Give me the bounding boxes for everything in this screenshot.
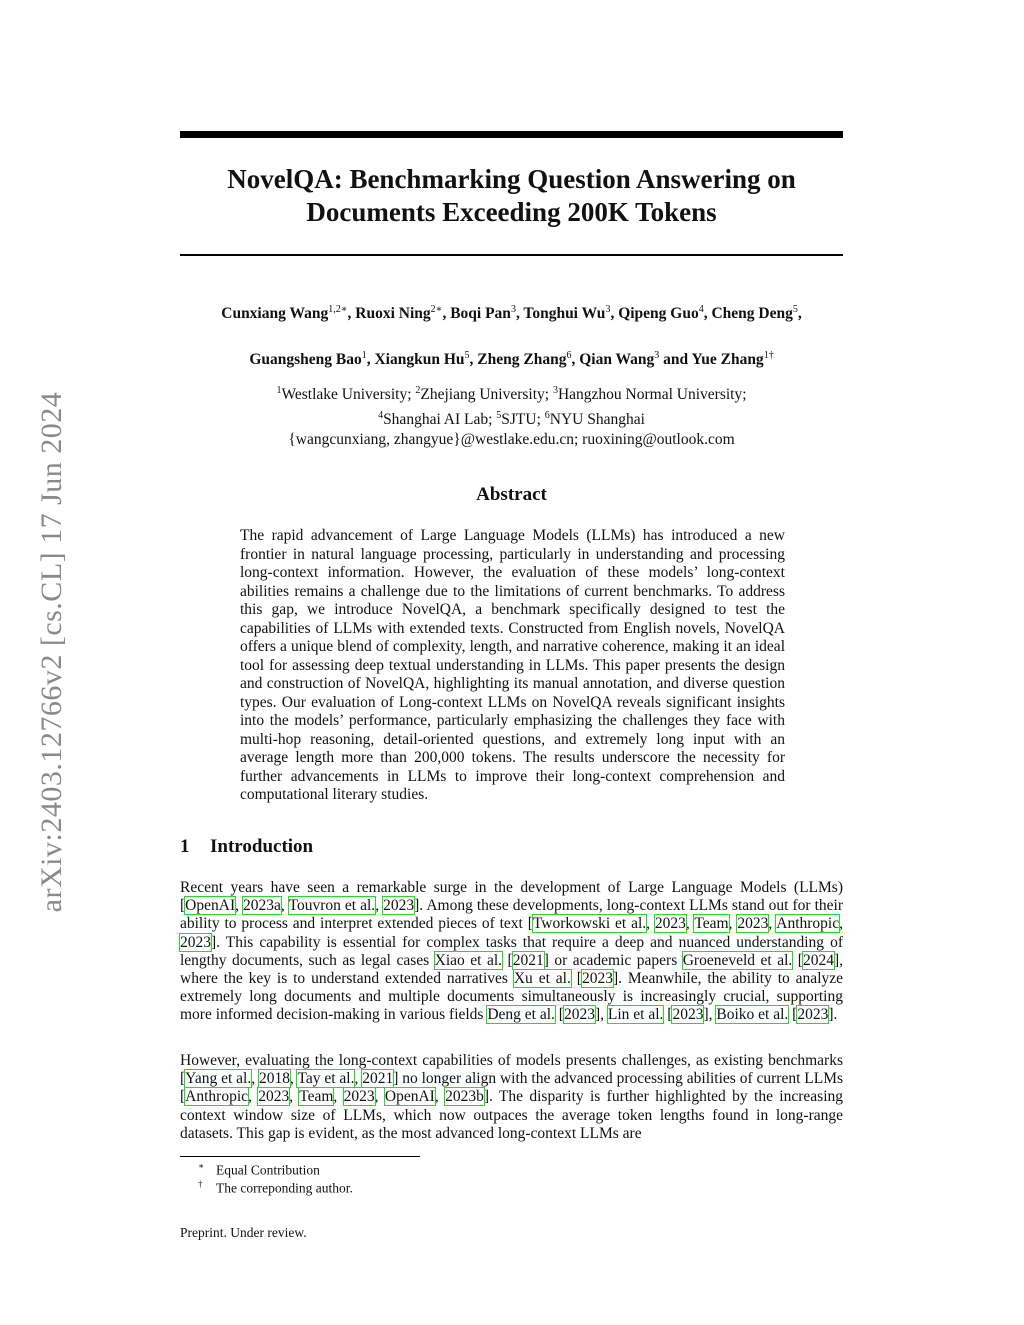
author-affil-mark: 1 [361, 350, 367, 361]
citation-link[interactable]: 2023 [654, 915, 686, 933]
paragraph-text: [ [554, 1006, 564, 1024]
citation-link[interactable]: Xu et al. [513, 970, 571, 988]
author: , Tonghui Wu [515, 305, 606, 323]
title-line-1: NovelQA: Benchmarking Question Answering on [227, 164, 796, 194]
footnote-mark: † [198, 1179, 203, 1189]
paragraph-text: ]. The disparity is further highlighted by the increasing context window size of LLMs, which now outpaces the average token lengths found in long-range datasets. This gap is evident, as the most advanced long-context LLMs are [180, 1088, 844, 1142]
author-affil-mark: 3 [605, 304, 611, 315]
citation-link[interactable]: Anthropic [776, 915, 840, 933]
author-affil-mark: 3 [510, 304, 516, 315]
authors-line-2 [180, 346, 843, 370]
citation-link[interactable]: Anthropic [185, 1088, 249, 1106]
author: , Zheng Zhang [469, 351, 567, 369]
citation-link[interactable]: 2023 [737, 915, 769, 933]
paragraph-text: , [728, 915, 738, 933]
citation-link[interactable]: Xiao et al. [434, 951, 503, 969]
paragraph-text: , [768, 915, 777, 933]
author-affil-mark: 5 [792, 304, 798, 315]
citation-link[interactable]: OpenAI [185, 897, 236, 915]
author-affil-mark: 3 [654, 350, 660, 361]
citation-link[interactable]: Lin et al. [607, 1006, 664, 1024]
paragraph-text: [ [502, 951, 513, 969]
paragraph-text: , [839, 915, 843, 933]
section-number: 1 [180, 836, 190, 857]
citation-link[interactable]: 2021 [362, 1070, 394, 1088]
citation-link[interactable]: 2023 [343, 1088, 375, 1106]
paragraph-text: However, evaluating the long-context capabilities of models presents challenges, as existing benchmarks [ [180, 1052, 843, 1088]
citation-link[interactable]: 2023 [672, 1006, 704, 1024]
paragraph-text: , [434, 1088, 446, 1106]
citation-link[interactable]: 2024 [802, 951, 834, 969]
citation-link[interactable]: Yang et al. [185, 1070, 252, 1088]
paragraph-text: ], where the key is to understand extended narratives [180, 951, 843, 988]
abstract-heading: Abstract [476, 484, 547, 505]
author-affil-mark: 2∗ [430, 304, 443, 315]
paragraph-text: , [333, 1088, 344, 1106]
paragraph-text: , [248, 1088, 259, 1106]
citation-link[interactable]: 2023 [581, 970, 613, 988]
author: , Qipeng Guo [610, 305, 699, 323]
paragraph-text: [ [792, 951, 803, 969]
paragraph-text: Recent years have seen a remarkable surge in the development of Large Language Models (LLMs) [ [180, 879, 843, 915]
section-title: Introduction [210, 836, 314, 857]
citation-link[interactable]: Boiko et al. [716, 1006, 789, 1024]
author-affil-mark: 6 [566, 350, 572, 361]
author-affil-mark: 1,2∗ [328, 304, 348, 315]
paragraph-text: , [280, 897, 289, 915]
title-top-rule [180, 131, 843, 138]
author: Guangsheng Bao [249, 351, 362, 369]
affiliations [180, 381, 843, 451]
title-line-2: Documents Exceeding 200K Tokens [306, 197, 717, 227]
footnote-mark: ∗ [198, 1161, 205, 1171]
citation-link[interactable]: Tay et al. [297, 1070, 355, 1088]
paragraph-text: ] no longer align with the advanced processing abilities of current LLMs [ [180, 1070, 844, 1106]
author: , Ruoxi Ning [347, 305, 431, 323]
footnote-text: The correponding author. [216, 1180, 353, 1196]
abstract-body: The rapid advancement of Large Language Models (LLMs) has introduced a new frontier in natural language processing, particularly in understanding and processing long-context information. However, the evaluation of these models’ long-context abilities remains a challenge due to the limitations of current benchmarks. To address this gap, we introduce NovelQA, a benchmark specifically designed to test the capabilities of LLMs with extended texts. Constructed from English novels, NovelQA offers a unique blend of complexity, length, and narrative coherence, making it an ideal tool for assessing deep textual understanding in LLMs. This paper presents the design and construction of NovelQA, highlighting its manual annotation, and diverse question types. Our evaluation of Long-context LLMs on NovelQA reveals significant insights into the models’ performance, particularly emphasizing the challenges they face with multi-hop reasoning, detail-oriented questions, and extremely long input with an average length more than 200,000 tokens. The results underscore the necessity for further advancements in LLMs to improve their long-context comprehension and computational literary studies. [240, 527, 785, 803]
paragraph-text: [ [570, 970, 582, 988]
paragraph-text: ]. [828, 1006, 838, 1024]
paragraph-text: , [354, 1070, 363, 1088]
citation-link[interactable]: Deng et al. [487, 1006, 555, 1024]
author-affil-mark: 4 [698, 304, 704, 315]
intro-paragraph-2 [180, 1052, 843, 1143]
paragraph-text: ] or academic papers [543, 951, 683, 969]
paragraph-text: [ [788, 1006, 798, 1024]
footnote-rule [180, 1156, 420, 1157]
citation-link[interactable]: 2023 [258, 1088, 290, 1106]
affiliations-line-1: $^1$Westlake University; $^2$Zhejiang University; $^3$Hangzhou Normal University; [276, 385, 747, 404]
citation-link[interactable]: Groeneveld et al. [682, 951, 793, 969]
section-heading-introduction [180, 836, 313, 858]
citation-link[interactable]: 2023 [797, 1006, 829, 1024]
arxiv-identifier-stamp: arXiv:2403.12766v2 [cs.CL] 17 Jun 2024 [35, 391, 68, 913]
paragraph-text: [ [663, 1006, 673, 1024]
citation-link[interactable]: 2023b [445, 1088, 484, 1106]
paragraph-text: ], [703, 1006, 717, 1024]
author: , Boqi Pan [442, 305, 511, 323]
citation-link[interactable]: 2023 [383, 897, 415, 915]
paragraph-text: , [251, 1070, 259, 1088]
author-affil-mark: 1† [763, 350, 774, 361]
author: and Yue Zhang [659, 351, 764, 369]
paragraph-text: , [646, 915, 655, 933]
citation-link[interactable]: Tworkowski et al. [532, 915, 647, 933]
paragraph-text: , [374, 1088, 385, 1106]
affiliations-line-2: $^4$Shanghai AI Lab; $^5$SJTU; $^6$NYU Shanghai [378, 409, 645, 428]
paragraph-text: , [375, 897, 384, 915]
paragraph-text: , [289, 1088, 300, 1106]
intro-paragraph-1 [180, 879, 843, 1025]
paragraph-text: ]. This capability is essential for complex tasks that require a deep and nuanced understanding of lengthy documents, such as legal cases [180, 933, 843, 969]
title-bottom-rule [180, 254, 843, 256]
author-emails: {wangcunxiang, zhangyue}@westlake.edu.cn; ruoxining@outlook.com [288, 431, 735, 449]
author-affil-mark: 5 [464, 350, 470, 361]
citation-link[interactable]: 2021 [512, 951, 544, 969]
author: , Xiangkun Hu [366, 351, 465, 369]
citation-link[interactable]: Touvron et al. [288, 897, 376, 915]
author: , Cheng Deng [703, 305, 793, 323]
citation-link[interactable]: 2023 [563, 1006, 595, 1024]
author: Cunxiang Wang [221, 305, 329, 323]
paragraph-text: ]. Among these developments, long-context LLMs stand out for their ability to process and interpret extended pieces of text [ [180, 897, 844, 933]
preprint-note: Preprint. Under review. [180, 1225, 307, 1240]
paragraph-text: ]. Meanwhile, the ability to analyze extremely long documents and multiple documents simultaneously is increasingly crucial, supporting more informed decision-making in various fields [180, 970, 844, 1024]
paragraph-text: ], [594, 1006, 608, 1024]
citation-link[interactable]: Team [299, 1088, 334, 1106]
citation-link[interactable]: 2023a [243, 897, 281, 915]
paper-title [180, 163, 843, 229]
paragraph-text: , [289, 1070, 298, 1088]
paragraph-text: , [235, 897, 244, 915]
authors-line-1 [180, 300, 843, 324]
citation-link[interactable]: OpenAI [384, 1088, 435, 1106]
citation-link[interactable]: 2018 [258, 1070, 290, 1088]
citation-link[interactable]: Team [694, 915, 729, 933]
footnote-corresponding-author [198, 1176, 353, 1197]
author-separator: , [797, 305, 802, 323]
footnote-text: Equal Contribution [216, 1162, 320, 1178]
citation-link[interactable]: 2023 [180, 933, 211, 951]
paragraph-text: , [685, 915, 695, 933]
author: , Qian Wang [571, 351, 655, 369]
